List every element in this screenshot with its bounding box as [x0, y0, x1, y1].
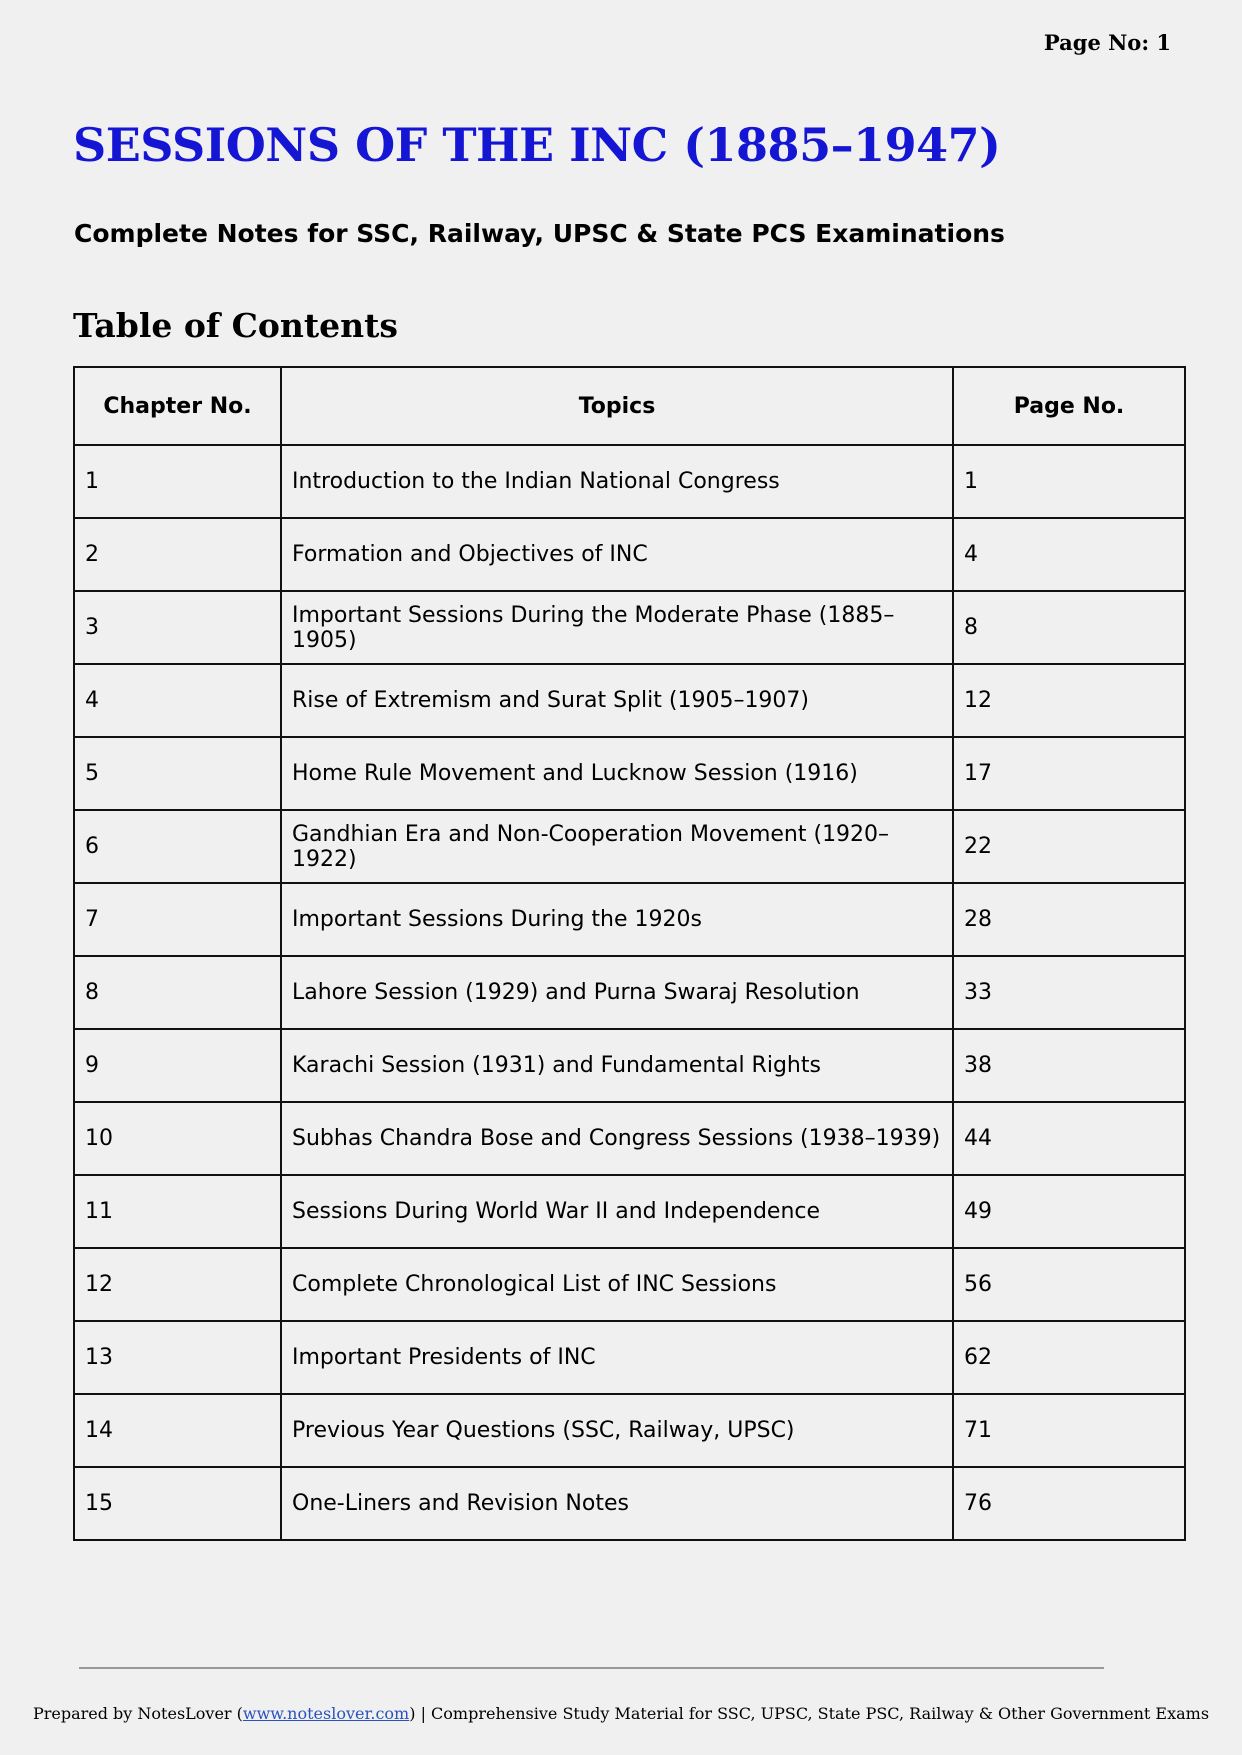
chapter-cell: 3 — [74, 591, 281, 664]
table-row — [74, 518, 1185, 591]
table-row — [74, 445, 1185, 518]
page-cell: 12 — [953, 664, 1185, 737]
table-row — [74, 883, 1185, 956]
table-row — [74, 956, 1185, 1029]
toc-header-row — [74, 367, 1185, 445]
chapter-cell: 14 — [74, 1394, 281, 1467]
table-row — [74, 810, 1185, 883]
page-cell: 8 — [953, 591, 1185, 664]
footer — [0, 1704, 1242, 1723]
page-cell: 22 — [953, 810, 1185, 883]
chapter-cell: 15 — [74, 1467, 281, 1540]
topic-cell: Sessions During World War II and Independence — [281, 1175, 953, 1248]
topic-cell: Subhas Chandra Bose and Congress Sessions (1938–1939) — [281, 1102, 953, 1175]
page-cell: 1 — [953, 445, 1185, 518]
table-row — [74, 1321, 1185, 1394]
page-cell: 33 — [953, 956, 1185, 1029]
topic-cell: Karachi Session (1931) and Fundamental Rights — [281, 1029, 953, 1102]
topic-cell: Formation and Objectives of INC — [281, 518, 953, 591]
table-row — [74, 664, 1185, 737]
topic-cell: Important Sessions During the Moderate Phase (1885–1905) — [281, 591, 953, 664]
page-cell: 38 — [953, 1029, 1185, 1102]
topic-cell: Gandhian Era and Non-Cooperation Movement (1920–1922) — [281, 810, 953, 883]
chapter-cell: 7 — [74, 883, 281, 956]
chapter-cell: 9 — [74, 1029, 281, 1102]
table-row — [74, 737, 1185, 810]
chapter-cell: 12 — [74, 1248, 281, 1321]
topic-cell: Lahore Session (1929) and Purna Swaraj Resolution — [281, 956, 953, 1029]
chapter-cell: 10 — [74, 1102, 281, 1175]
chapter-cell: 2 — [74, 518, 281, 591]
topic-cell: Introduction to the Indian National Congress — [281, 445, 953, 518]
table-row — [74, 1102, 1185, 1175]
page-cell: 17 — [953, 737, 1185, 810]
chapter-cell: 8 — [74, 956, 281, 1029]
page-number: Page No: 1 — [1043, 30, 1171, 55]
document-title: SESSIONS OF THE INC (1885–1947) — [73, 118, 1001, 172]
page-cell: 49 — [953, 1175, 1185, 1248]
table-row — [74, 1029, 1185, 1102]
topic-cell: Important Sessions During the 1920s — [281, 883, 953, 956]
toc-heading: Table of Contents — [73, 306, 398, 345]
page-cell: 56 — [953, 1248, 1185, 1321]
toc-table — [73, 366, 1186, 1541]
topic-cell: Home Rule Movement and Lucknow Session (1916) — [281, 737, 953, 810]
table-row — [74, 591, 1185, 664]
footer-link[interactable]: www.noteslover.com — [242, 1704, 410, 1723]
table-row — [74, 1467, 1185, 1540]
table-row — [74, 1175, 1185, 1248]
toc-body — [74, 445, 1185, 1540]
page-cell: 76 — [953, 1467, 1185, 1540]
topic-cell: Complete Chronological List of INC Sessions — [281, 1248, 953, 1321]
topic-cell: One-Liners and Revision Notes — [281, 1467, 953, 1540]
footer-divider — [79, 1667, 1104, 1669]
column-header-topics: Topics — [281, 367, 953, 445]
chapter-cell: 5 — [74, 737, 281, 810]
chapter-cell: 13 — [74, 1321, 281, 1394]
chapter-cell: 4 — [74, 664, 281, 737]
page-cell: 28 — [953, 883, 1185, 956]
column-header-chapter: Chapter No. — [74, 367, 281, 445]
topic-cell: Important Presidents of INC — [281, 1321, 953, 1394]
page-cell: 71 — [953, 1394, 1185, 1467]
footer-suffix: ) | Comprehensive Study Material for SSC, UPSC, State PSC, Railway & Other Government Exams — [409, 1704, 1210, 1723]
column-header-page: Page No. — [953, 367, 1185, 445]
document-subtitle: Complete Notes for SSC, Railway, UPSC & State PCS Examinations — [74, 219, 1005, 248]
page-cell: 4 — [953, 518, 1185, 591]
chapter-cell: 6 — [74, 810, 281, 883]
footer-prefix: Prepared by NotesLover ( — [32, 1704, 243, 1723]
chapter-cell: 1 — [74, 445, 281, 518]
table-row — [74, 1248, 1185, 1321]
table-row — [74, 1394, 1185, 1467]
topic-cell: Rise of Extremism and Surat Split (1905–1907) — [281, 664, 953, 737]
page-cell: 44 — [953, 1102, 1185, 1175]
topic-cell: Previous Year Questions (SSC, Railway, UPSC) — [281, 1394, 953, 1467]
page-cell: 62 — [953, 1321, 1185, 1394]
chapter-cell: 11 — [74, 1175, 281, 1248]
